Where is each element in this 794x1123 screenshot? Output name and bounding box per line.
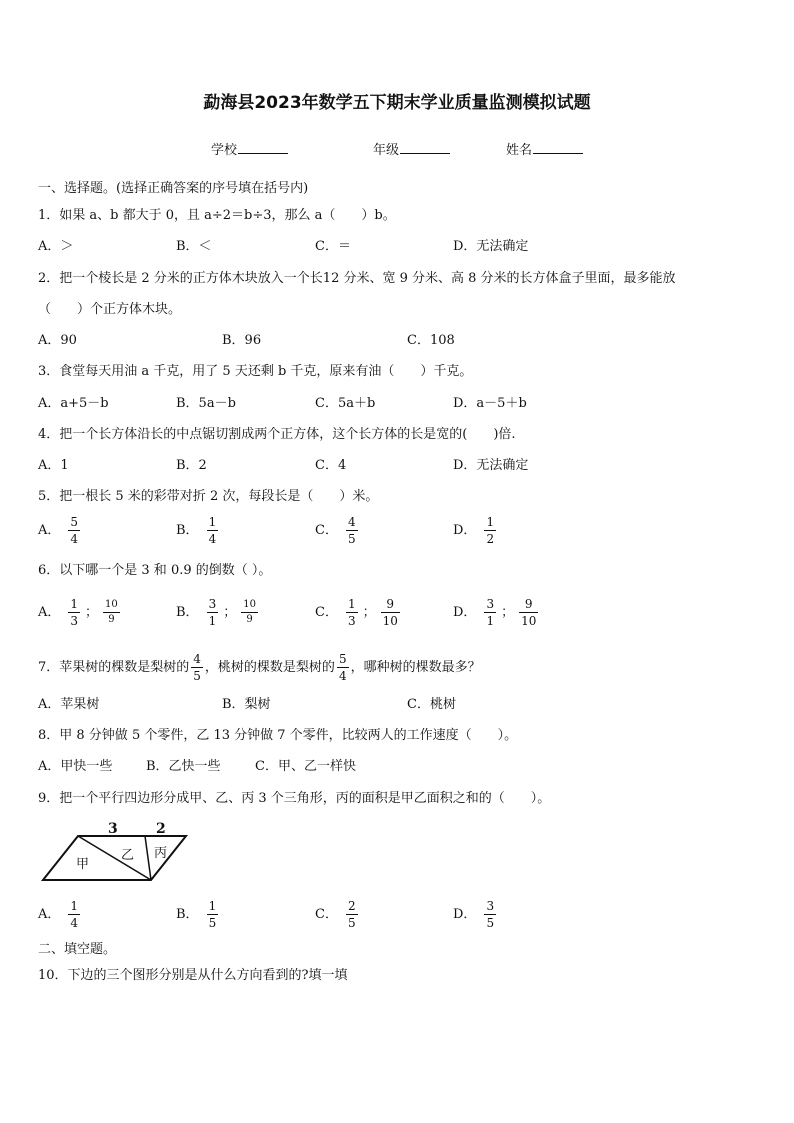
denominator: 1	[486, 614, 495, 628]
numerator: 1	[347, 597, 356, 611]
question-6: 6．以下哪一个是 3 和 0.9 的倒数（ ）。	[38, 563, 272, 578]
q7-stem-a: 7．苹果树的棵数是梨树的	[38, 659, 190, 675]
q9-option-b[interactable]	[176, 899, 220, 930]
q5-option-d[interactable]	[453, 515, 498, 546]
q3-option-b[interactable]: B．5a－b	[176, 396, 236, 411]
denominator: 5	[486, 916, 495, 930]
separator: ；	[85, 605, 99, 620]
question-9: 9．把一个平行四边形分成甲、乙、丙 3 个三角形，丙的面积是甲乙面积之和的（ ）。	[38, 791, 551, 806]
denominator: 9	[246, 614, 253, 625]
q6-first-fraction-a	[68, 597, 80, 628]
question-8: 8．甲 8 分钟做 5 个零件，乙 13 分钟做 7 个零件，比较两人的工作速度（ ）。	[38, 728, 518, 743]
q6-first-fraction-c	[346, 597, 358, 628]
denominator: 1	[208, 614, 217, 628]
q6-letter-b: B．	[176, 605, 199, 620]
q5-letter-c: C．	[315, 523, 338, 538]
numerator: 5	[338, 652, 347, 666]
q9-fraction-a	[68, 899, 80, 930]
section-heading-2: 二、填空题。	[38, 942, 117, 957]
q4-option-a[interactable]: A．1	[38, 458, 69, 473]
denominator: 10	[521, 614, 537, 628]
q7-option-a[interactable]: A．苹果树	[38, 697, 100, 712]
q5-option-a[interactable]	[38, 515, 82, 546]
q8-option-c[interactable]: C．甲、乙一样快	[255, 759, 356, 774]
question-10: 10．下边的三个图形分别是从什么方向看到的?填一填	[38, 968, 348, 983]
numerator: 1	[70, 899, 79, 913]
denominator: 10	[382, 614, 398, 628]
q9-letter-a: A．	[38, 907, 61, 922]
denominator: 4	[338, 669, 347, 683]
q2-option-b[interactable]: B．96	[222, 333, 262, 348]
numerator: 3	[208, 597, 217, 611]
question-7	[38, 652, 481, 683]
question-4: 4．把一个长方体沿长的中点锯切割成两个正方体，这个长方体的长是宽的( )倍.	[38, 427, 516, 442]
q9-letter-c: C．	[315, 907, 338, 922]
numerator: 9	[386, 597, 395, 611]
question-5: 5．把一根长 5 米的彩带对折 2 次，每段长是（ ）米。	[38, 489, 379, 504]
numerator: 9	[524, 597, 533, 611]
divider-line-2	[145, 836, 151, 880]
q4-option-b[interactable]: B．2	[176, 458, 207, 473]
q6-letter-d: D．	[453, 605, 477, 620]
q5-fraction-b	[207, 515, 219, 546]
denominator: 5	[347, 532, 356, 546]
numerator: 1	[70, 597, 79, 611]
numerator: 3	[486, 899, 495, 913]
q9-fraction-b	[207, 899, 219, 930]
q6-option-a[interactable]	[38, 597, 122, 628]
label-jia: 甲	[76, 857, 90, 872]
numerator: 3	[486, 597, 495, 611]
q6-second-fraction-c	[381, 597, 400, 628]
q3-option-d[interactable]: D．a－5＋b	[453, 396, 527, 411]
school-field[interactable]	[211, 141, 288, 159]
numerator: 10	[105, 599, 118, 610]
q8-option-a[interactable]: A．甲快一些	[38, 759, 113, 774]
q1-option-c[interactable]: C．＝	[315, 239, 351, 254]
name-label: 姓名	[506, 143, 533, 158]
grade-label: 年级	[373, 143, 400, 158]
grade-blank[interactable]	[400, 141, 450, 154]
label-top-left: 3	[108, 821, 118, 837]
q6-option-b[interactable]	[176, 597, 260, 628]
school-label: 学校	[211, 143, 238, 158]
denominator: 3	[70, 614, 79, 628]
denominator: 4	[70, 532, 79, 546]
numerator: 4	[347, 515, 356, 529]
q5-letter-b: B．	[176, 523, 199, 538]
q5-fraction-a	[68, 515, 80, 546]
q9-option-c[interactable]	[315, 899, 360, 930]
q9-letter-b: B．	[176, 907, 199, 922]
q5-option-c[interactable]	[315, 515, 360, 546]
question-2: 2．把一个棱长是 2 分米的正方体木块放入一个长12 分米、宽 9 分米、高 8 分米的长方体盒子里面，最多能放	[38, 271, 676, 286]
grade-field[interactable]	[373, 141, 450, 159]
numerator: 2	[347, 899, 356, 913]
denominator: 2	[486, 532, 495, 546]
label-yi: 乙	[121, 848, 135, 863]
question-3: 3．食堂每天用油 a 千克，用了 5 天还剩 b 千克，原来有油（ ）千克。	[38, 364, 473, 379]
question-1: 1．如果 a、b 都大于 0，且 a÷2＝b÷3，那么 a（ ）b。	[38, 208, 396, 223]
q7-option-b[interactable]: B．梨树	[222, 697, 271, 712]
question-2-cont: （ ）个正方体木块。	[38, 302, 182, 317]
denominator: 5	[208, 916, 217, 930]
q2-option-a[interactable]: A．90	[38, 333, 77, 348]
q5-letter-d: D．	[453, 523, 477, 538]
q5-fraction-c	[346, 515, 358, 546]
denominator: 5	[193, 669, 201, 683]
numerator: 4	[193, 652, 201, 666]
q9-option-a[interactable]	[38, 899, 82, 930]
denominator: 3	[347, 614, 356, 628]
numerator: 1	[208, 899, 217, 913]
denominator: 5	[347, 916, 356, 930]
name-field[interactable]	[506, 141, 583, 159]
q5-letter-a: A．	[38, 523, 61, 538]
school-blank[interactable]	[238, 141, 288, 154]
q6-option-c[interactable]	[315, 597, 402, 628]
q6-second-fraction-b	[241, 599, 258, 626]
numerator: 1	[486, 515, 495, 529]
q4-option-d[interactable]: D．无法确定	[453, 458, 529, 473]
q8-option-b[interactable]: B．乙快一些	[146, 759, 221, 774]
q7-option-c[interactable]: C．桃树	[407, 697, 456, 712]
q3-option-c[interactable]: C．5a＋b	[315, 396, 376, 411]
q1-option-b[interactable]: B．＜	[176, 239, 212, 254]
parallelogram-figure	[38, 815, 194, 887]
separator: ；	[223, 605, 237, 620]
page-title: 勐海县2023年数学五下期末学业质量监测模拟试题	[203, 93, 591, 113]
q7-fraction-a	[191, 652, 203, 683]
q2-option-c[interactable]: C．108	[407, 333, 455, 348]
q9-fraction-c	[346, 899, 358, 930]
q6-letter-a: A．	[38, 605, 61, 620]
q6-first-fraction-d	[484, 597, 496, 628]
q6-letter-c: C．	[315, 605, 338, 620]
name-blank[interactable]	[533, 141, 583, 154]
numerator: 10	[243, 599, 256, 610]
q5-option-b[interactable]	[176, 515, 220, 546]
q1-option-d[interactable]: D．无法确定	[453, 239, 529, 254]
section-heading-1: 一、选择题。(选择正确答案的序号填在括号内)	[38, 181, 309, 196]
label-bing: 丙	[154, 846, 168, 861]
q9-option-d[interactable]	[453, 899, 498, 930]
denominator: 4	[70, 916, 79, 930]
q7-stem-b: ，桃树的棵数是梨树的	[204, 659, 335, 675]
denominator: 4	[208, 532, 217, 546]
q9-fraction-d	[484, 899, 496, 930]
q6-first-fraction-b	[207, 597, 219, 628]
q6-second-fraction-a	[103, 599, 120, 626]
denominator: 9	[108, 614, 115, 625]
separator: ；	[501, 605, 515, 620]
q7-fraction-b	[337, 652, 349, 683]
q1-option-a[interactable]: A．＞	[38, 239, 74, 254]
label-top-right: 2	[156, 821, 166, 837]
q5-fraction-d	[484, 515, 496, 546]
q7-stem-c: ，哪种树的棵数最多？	[350, 659, 481, 675]
numerator: 1	[208, 515, 217, 529]
q4-option-c[interactable]: C．4	[315, 458, 347, 473]
q6-option-d[interactable]	[453, 597, 540, 628]
q3-option-a[interactable]: A．a+5－b	[38, 396, 109, 411]
separator: ；	[362, 605, 376, 620]
q6-second-fraction-d	[519, 597, 538, 628]
q9-letter-d: D．	[453, 907, 477, 922]
numerator: 5	[70, 515, 79, 529]
